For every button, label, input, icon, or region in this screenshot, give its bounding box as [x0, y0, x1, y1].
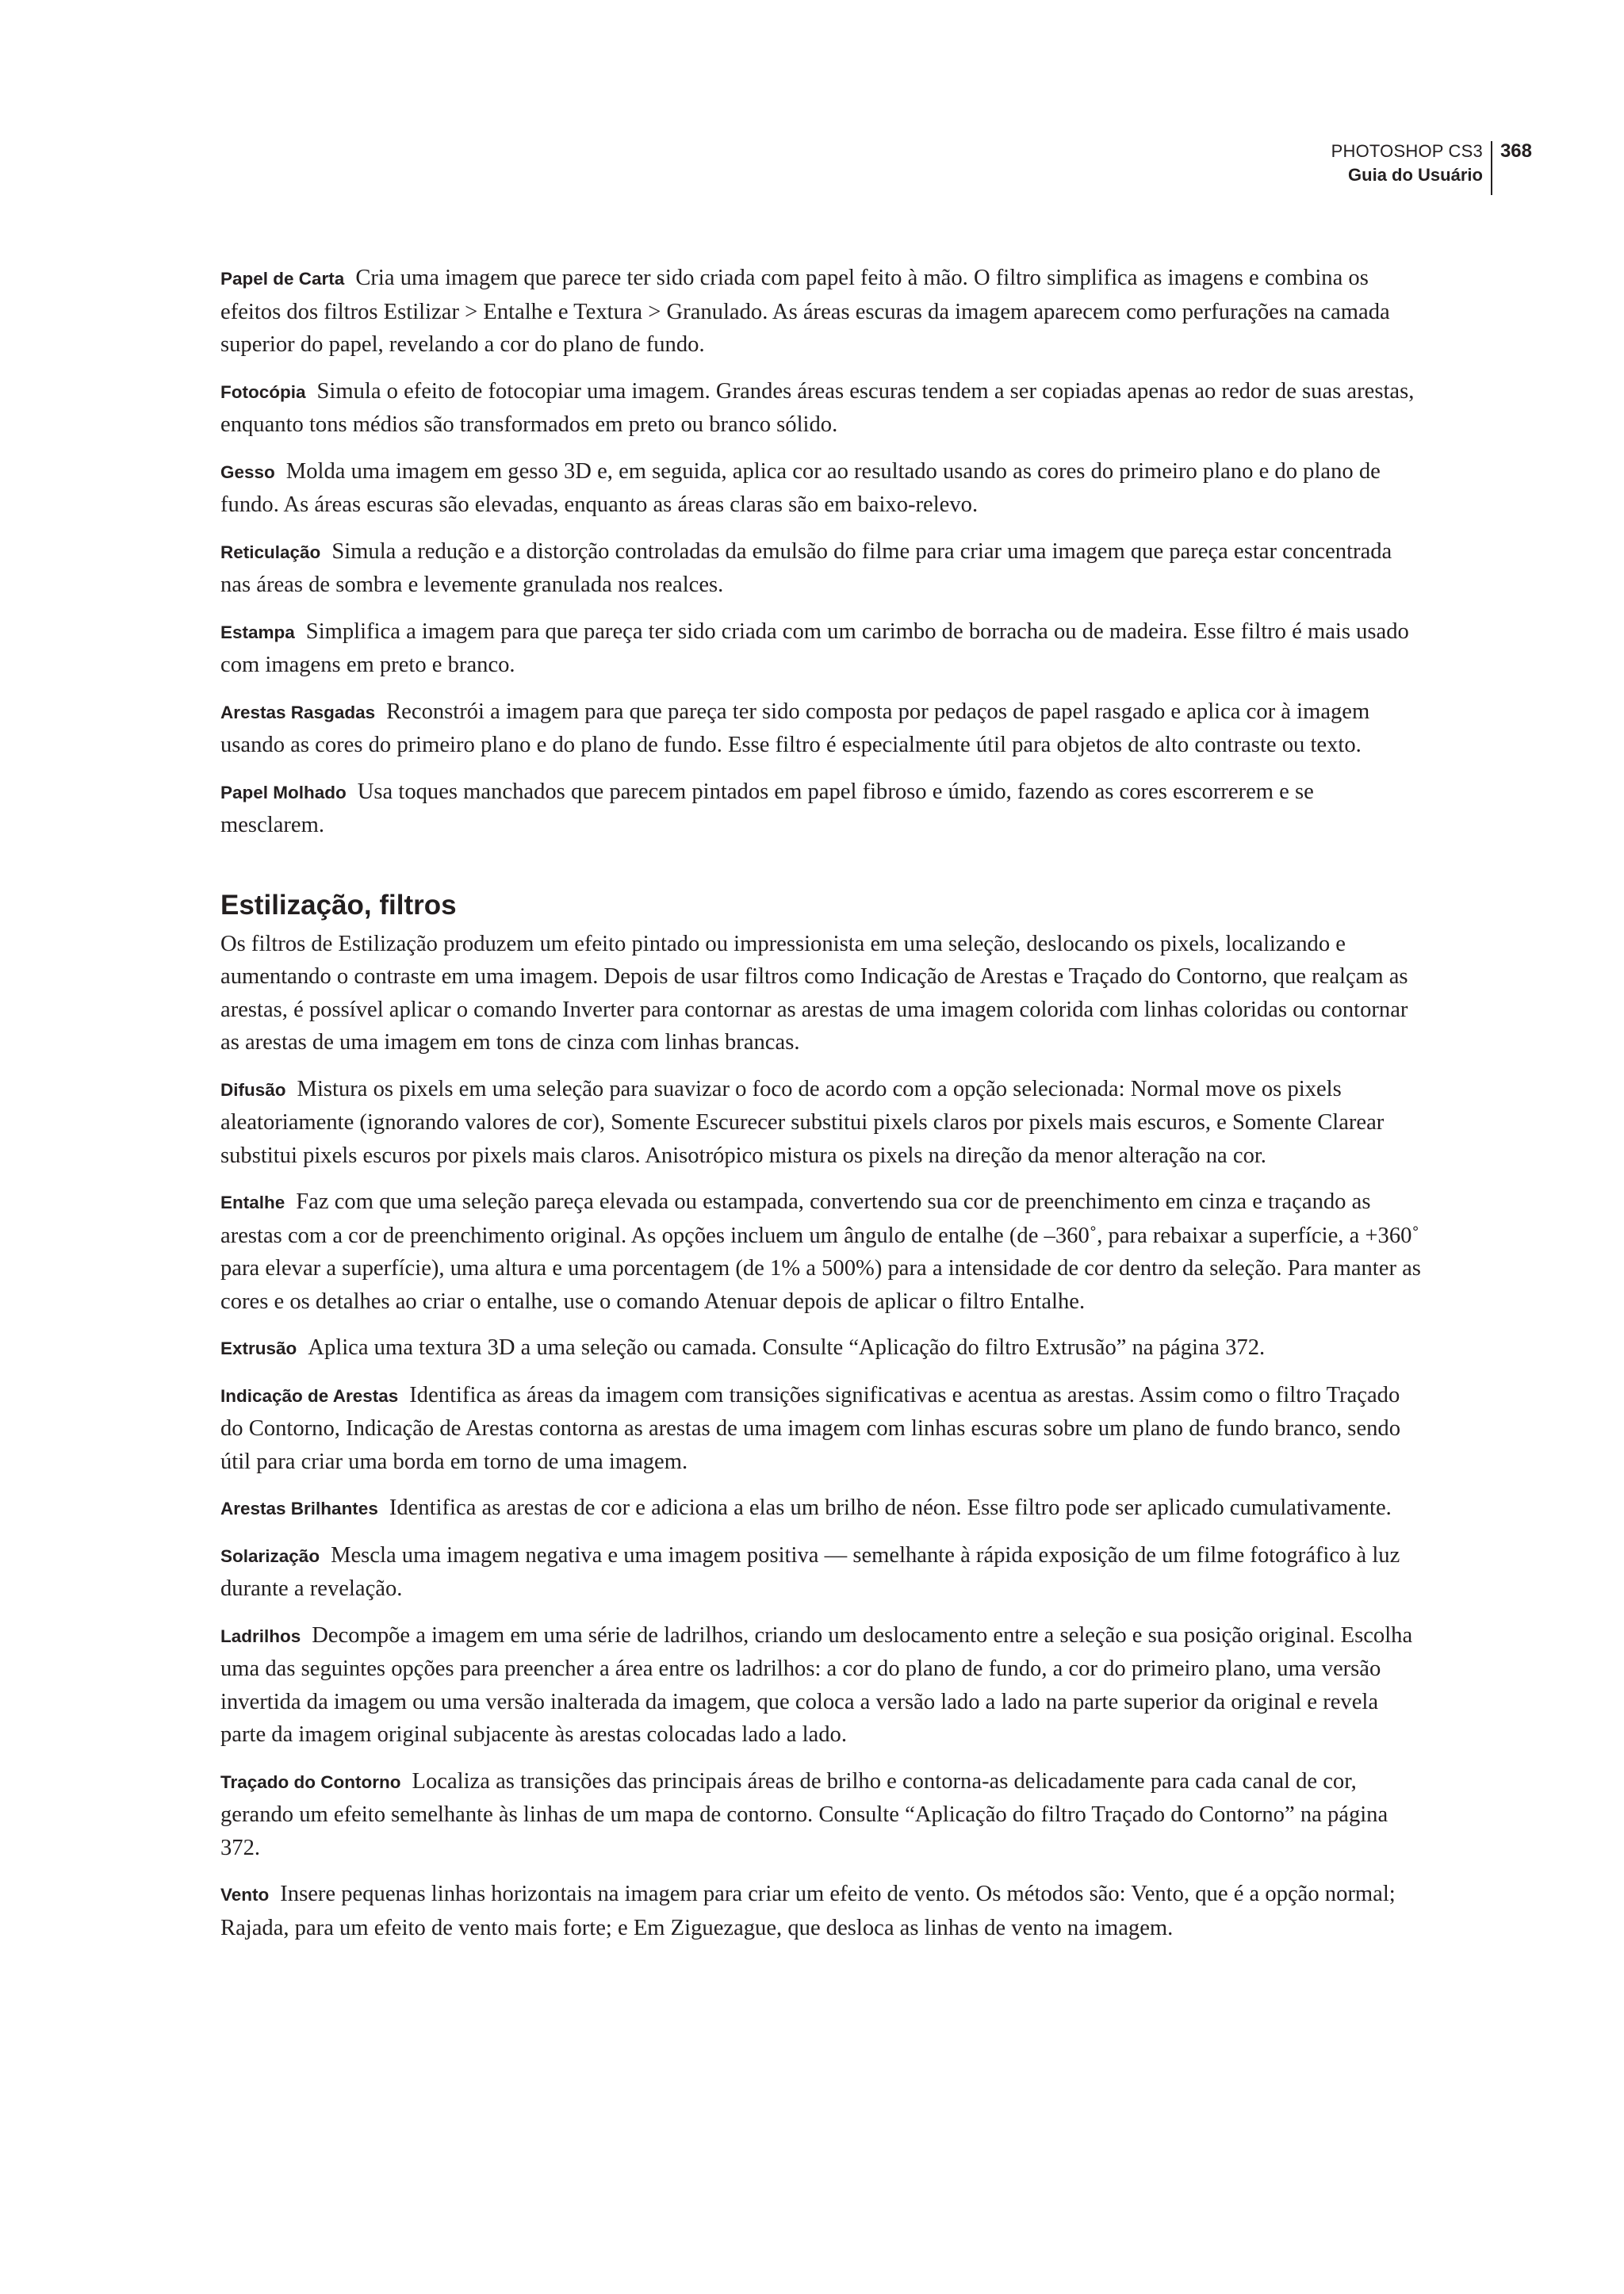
entry-term: Gesso	[220, 461, 275, 482]
entry-text: Mescla uma imagem negativa e uma imagem positiva — semelhante à rápida exposição de um filme fotográfico à luz durante a revelação.	[220, 1542, 1400, 1601]
entry-papel-de-carta	[220, 262, 1423, 362]
entry-arestas-brilhantes	[220, 1492, 1423, 1526]
header-product: PHOTOSHOP CS3	[1331, 141, 1483, 161]
entry-solarizacao	[220, 1539, 1423, 1606]
entry-difusao	[220, 1073, 1423, 1173]
entry-vento	[220, 1878, 1423, 1944]
entry-text: Faz com que uma seleção pareça elevada ou estampada, convertendo sua cor de preenchimento em cinza e traçando as arestas com a cor de preenchimento original. As opções incluem um ângulo de entalhe (de –360˚, para rebaixar a superfície, a +360˚ para elevar a superfície), uma altura e uma porcentagem (de 1% a 500%) para a intensidade de cor dentro da seleção. Para manter as cores e os detalhes ao criar o entalhe, use o comando Atenuar depois de aplicar o filtro Entalhe.	[220, 1189, 1421, 1314]
entry-text: Mistura os pixels em uma seleção para suavizar o foco de acordo com a opção selecionada: Normal move os pixels aleatoriamente (ignorando valores de cor), Somente Escurecer substitui pixels claros por pixels mais escuros, e Somente Clarear substitui pixels escuros por pixels mais claros. Anisotrópico mistura os pixels na direção da menor alteração na cor.	[220, 1076, 1385, 1168]
entry-term: Solarização	[220, 1545, 320, 1566]
entry-text: Reconstrói a imagem para que pareça ter sido composta por pedaços de papel rasgado e aplica cor à imagem usando as cores do primeiro plano e do plano de fundo. Esse filtro é especialmente útil para objetos de alto contraste ou texto.	[220, 699, 1370, 757]
entry-estampa	[220, 615, 1423, 682]
entry-text: Simplifica a imagem para que pareça ter sido criada com um carimbo de borracha ou de madeira. Esse filtro é mais usado com imagens em preto e branco.	[220, 618, 1409, 677]
section-intro: Os filtros de Estilização produzem um efeito pintado ou impressionista em uma seleção, deslocando os pixels, localizando e aumentando o contraste em uma imagem. Depois de usar filtros como Indicação de Arestas e Traçado do Contorno, que realçam as arestas, é possível aplicar o comando Inverter para contornar as arestas de uma imagem colorida com linhas coloridas ou contornar as arestas de uma imagem em tons de cinza com linhas brancas.	[220, 931, 1408, 1055]
entry-term: Estampa	[220, 622, 295, 642]
entry-text: Cria uma imagem que parece ter sido criada com papel feito à mão. O filtro simplifica as imagens e combina os efeitos dos filtros Estilizar > Entalhe e Textura > Granulado. As áreas escuras da imagem aparecem como perfurações na camada superior do papel, revelando a cor do plano de fundo.	[220, 266, 1390, 357]
entry-term: Traçado do Contorno	[220, 1771, 401, 1792]
entry-text: Usa toques manchados que parecem pintados em papel fibroso e úmido, fazendo as cores escorrerem e se mesclarem.	[220, 779, 1314, 837]
entry-term: Ladrilhos	[220, 1626, 301, 1646]
entry-text: Identifica as áreas da imagem com transições significativas e acentua as arestas. Assim como o filtro Traçado do Contorno, Indicação de Arestas contorna as arestas de uma imagem com linhas escuras sobre um plano de fundo branco, sendo útil para criar uma borda em torno de uma imagem.	[220, 1382, 1401, 1474]
entry-term: Arestas Rasgadas	[220, 702, 376, 722]
section-heading: Estilização, filtros	[220, 889, 457, 921]
entry-papel-molhado	[220, 776, 1423, 842]
header-text	[1331, 140, 1491, 187]
entry-term: Papel Molhado	[220, 782, 347, 802]
entry-tracado-do-contorno	[220, 1765, 1423, 1865]
entry-text: Molda uma imagem em gesso 3D e, em seguida, aplica cor ao resultado usando as cores do primeiro plano e do plano de fundo. As áreas escuras são elevadas, enquanto as áreas claras são em baixo-relevo.	[220, 458, 1381, 517]
entry-term: Reticulação	[220, 542, 321, 562]
entry-term: Difusão	[220, 1079, 286, 1100]
page-number: 368	[1500, 140, 1532, 162]
entry-term: Fotocópia	[220, 381, 306, 402]
entry-indicacao-de-arestas	[220, 1379, 1423, 1479]
entry-reticulacao	[220, 535, 1423, 602]
entry-fotocopia	[220, 375, 1423, 442]
header-guide: Guia do Usuário	[1348, 165, 1483, 185]
running-header	[1331, 140, 1532, 195]
entry-extrusao	[220, 1331, 1423, 1365]
entry-text: Simula a redução e a distorção controladas da emulsão do filme para criar uma imagem que pareça estar concentrada nas áreas de sombra e levemente granulada nos realces.	[220, 538, 1392, 597]
entry-text: Localiza as transições das principais áreas de brilho e contorna-as delicadamente para cada canal de cor, gerando um efeito semelhante às linhas de um mapa de contorno. Consulte “Aplicação do filtro Traçado do Contorno” na página 372.	[220, 1768, 1388, 1860]
entry-term: Arestas Brilhantes	[220, 1499, 378, 1518]
entry-term: Indicação de Arestas	[220, 1385, 399, 1406]
entry-text: Simula o efeito de fotocopiar uma imagem. Grandes áreas escuras tendem a ser copiadas apenas ao redor de suas arestas, enquanto tons médios são transformados em preto ou branco sólido.	[220, 378, 1415, 437]
entry-arestas-rasgadas	[220, 695, 1423, 762]
entry-term: Vento	[220, 1885, 270, 1905]
entry-term: Entalhe	[220, 1193, 285, 1212]
entry-entalhe	[220, 1185, 1423, 1318]
entry-text: Identifica as arestas de cor e adiciona a elas um brilho de néon. Esse filtro pode ser aplicado cumulativamente.	[389, 1496, 1392, 1520]
page-content	[220, 262, 1423, 1958]
entry-text: Aplica uma textura 3D a uma seleção ou camada. Consulte “Aplicação do filtro Extrusão” na página 372.	[308, 1335, 1266, 1360]
entry-gesso	[220, 455, 1423, 522]
entry-text: Decompõe a imagem em uma série de ladrilhos, criando um deslocamento entre a seleção e sua posição original. Escolha uma das seguintes opções para preencher a área entre os ladrilhos: a cor do plano de fundo, a cor do primeiro plano, uma versão invertida da imagem ou uma versão inalterada da imagem, que coloca a versão lado a lado na parte superior da original e revela parte da imagem original subjacente às arestas colocadas lado a lado.	[220, 1622, 1413, 1747]
entry-term: Papel de Carta	[220, 269, 345, 289]
entry-ladrilhos	[220, 1619, 1423, 1752]
entry-term: Extrusão	[220, 1338, 297, 1358]
entry-text: Insere pequenas linhas horizontais na imagem para criar um efeito de vento. Os métodos são: Vento, que é a opção normal; Rajada, para um efeito de vento mais forte; e Em Ziguezague, que desloca as linhas de vento na imagem.	[220, 1882, 1396, 1940]
